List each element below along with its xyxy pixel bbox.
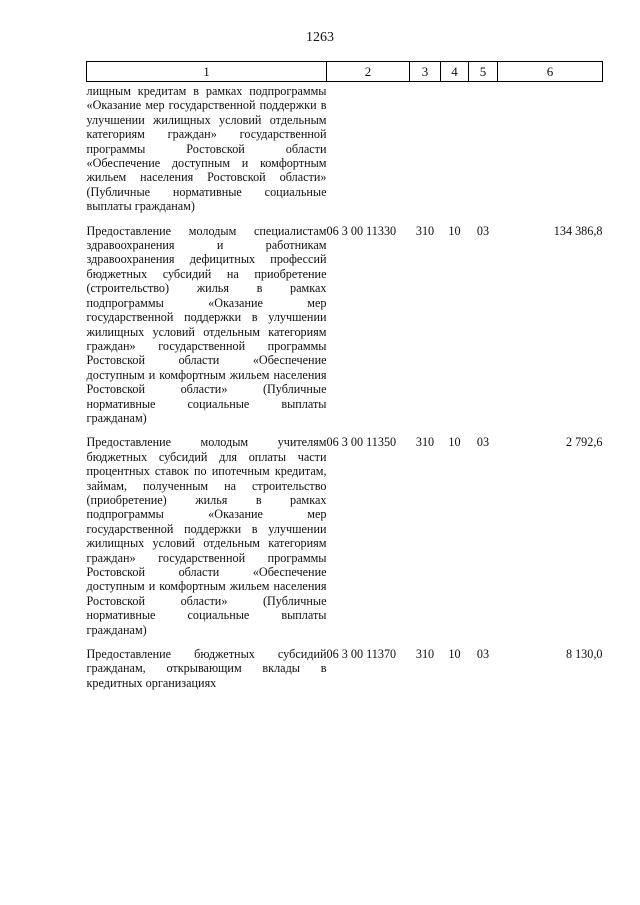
row-code: 06 3 00 11370: [326, 647, 397, 662]
row-col5: [469, 82, 498, 224]
row-col4: 10: [448, 647, 461, 662]
row-col3: [410, 82, 441, 224]
column-header-2: 2: [327, 62, 410, 82]
column-header-6: 6: [498, 62, 603, 82]
table-row: [87, 82, 603, 224]
row-code: 06 3 00 11350: [326, 435, 397, 450]
row-col5: 03: [476, 223, 490, 238]
row-col3: 310: [415, 647, 435, 662]
row-col4: 10: [448, 435, 461, 450]
column-header-1: 1: [87, 62, 327, 82]
table-row: [87, 647, 603, 700]
page-number: 1263: [306, 30, 334, 45]
row-col3: 310: [415, 435, 435, 450]
column-header-4: 4: [441, 62, 469, 82]
row-col4: [441, 82, 469, 224]
table-header-row: [87, 62, 603, 82]
row-amount: 2 792,6: [565, 435, 603, 450]
table-row: [87, 224, 603, 436]
column-header-5: 5: [469, 62, 498, 82]
row-amount: 134 386,8: [553, 223, 603, 238]
row-description: лищным кредитам в рамках подпрограммы «Оказание мер государственной поддержки в улучшении жилищных условий отдельным категориям граждан» государственной программы Ростовской области «Обеспечение доступным и комфортным жильем населения Ростовской области» (Публичные нормативные социальные выплаты гражданам): [86, 84, 327, 214]
row-code: 06 3 00 11330: [326, 223, 397, 238]
row-col5: 03: [476, 647, 490, 662]
row-col3: 310: [415, 223, 435, 238]
row-amount: 8 130,0: [565, 647, 603, 662]
row-amount: [498, 82, 603, 224]
row-col5: 03: [476, 435, 490, 450]
table-row: [87, 435, 603, 647]
row-description: Предоставление бюджетных субсидий гражданам, открывающим вклады в кредитных организациях: [86, 647, 327, 690]
budget-table: [86, 61, 603, 700]
row-col4: 10: [448, 223, 461, 238]
row-code: [327, 82, 410, 224]
column-header-3: 3: [410, 62, 441, 82]
row-description: Предоставление молодым учителям бюджетных субсидий для оплаты части процентных ставок по ипотечным кредитам, займам, полученным на строительство (приобретение) жилья в рамках подпрограммы «Оказание мер государственной поддержки в улучшении жилищных условий отдельным категориям граждан» государственной программы Ростовской области «Обеспечение доступным и комфортным жильем населения Ростовской области» (Публичные нормативные социальные выплаты гражданам): [86, 435, 327, 637]
row-description: Предоставление молодым специалистам здравоохранения и работникам здравоохранения дефицитных профессий бюджетных субсидий на приобретение (строительство) жилья в рамках подпрограммы «Оказание мер государственной поддержки в улучшении жилищных условий отдельным категориям граждан» государственной программы Ростовской области «Обеспечение доступным и комфортным жильем населения Ростовской области» (Публичные нормативные социальные выплаты гражданам): [86, 223, 327, 425]
